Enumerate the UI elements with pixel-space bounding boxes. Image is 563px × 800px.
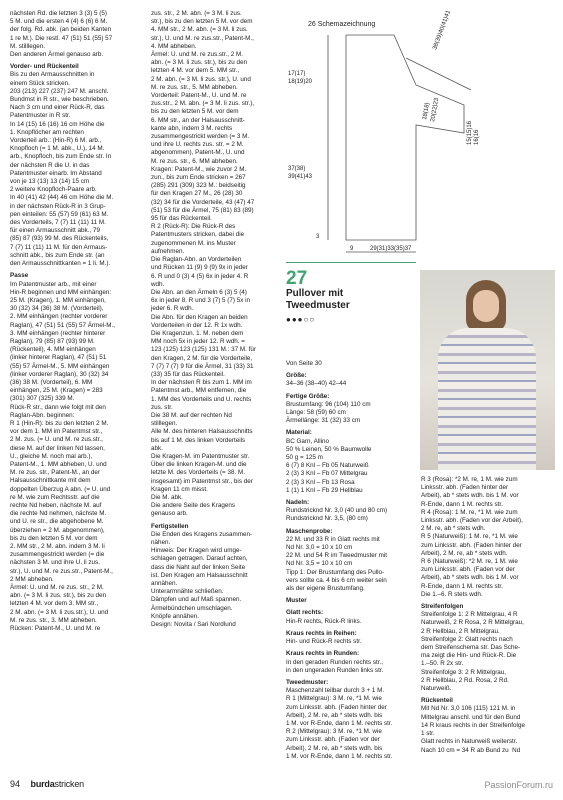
- difficulty-rating: ●●●○○: [286, 315, 316, 324]
- column3-paragraph: Tipp 1: Der Brustumfang des Pullo- vers sollte ca. 4 bis 6 cm weiter sein als der eigene Brustumfang.: [286, 568, 387, 593]
- column3-paragraph: Muster: [286, 597, 307, 605]
- column1-paragraph: Vorder- und Rückenteil: [10, 63, 79, 71]
- text-column-4: [421, 476, 555, 755]
- photo-face: [473, 290, 499, 322]
- text-column-2: [151, 10, 275, 629]
- column3-paragraph: 22 M. und 33 R in Glatt rechts mit Nd Nr. 3,0 = 10 x 10 cm 22 M. und 54 R im Tweedmuster mit Nd Nr. 3,5 = 10 x 10 cm: [286, 535, 388, 568]
- column3-paragraph: Material:: [286, 429, 312, 437]
- column4-paragraph: R 3 (Rosa): *2 M. re, 1 M. wie zum Linksstr. abh. (Faden hinter der Arbeit), ab * stets wdh. bis 1 M. vor R-Ende, dann 1 M. rechts str. R 4 (Rosa): 1 M. re, *1 M. wie zum Linksstr. abh. (Faden vor der Arbeit), 2 M. re, ab * stets wdh. R 5 (Naturweiß): 1 M. re, *1 M. wie zum Linksstr. abh. (Faden hinter der Arbeit), 2 M. re, ab * stets wdh. R 6 (Naturweiß): *2 M. re, 1 M. wie zum Linksstr. abh. (Faden vor der Arbeit), ab * stets wdh. bis 1 M. vor R-Ende, dann 1 M. rechts str. Die 1.–6. R stets wdh.: [421, 476, 523, 598]
- svg-text:20(22)23: 20(22)23: [430, 97, 441, 123]
- diagram-left-label-2: 37(38): [288, 166, 306, 172]
- diagram-right-label-1: 38(39)40(41)41: [432, 9, 453, 51]
- brand-logo: burdastricken: [30, 779, 84, 789]
- column3-paragraph: Größe:: [286, 372, 307, 380]
- diagram-bottom-label-2: 29(31)33(35)37: [370, 246, 412, 252]
- column2-paragraph: Design: Novita / Sari Nordlund: [151, 621, 236, 629]
- column3-paragraph: Brustumfang: 96 (104) 110 cm Länge: 58 (59) 60 cm Ärmellänge: 31 (32) 33 cm: [286, 400, 371, 425]
- column4-paragraph: Streifenfolge 1: 2 R Mittelgrau, 4 R Naturweiß, 2 R Rosa, 2 R Mittelgrau, 2 R Hellblau, 2 R Mittelgrau. Streifenfolge 2: Glatt rechts nach dem Streifenschema str. Das Sche- ma zeigt die Hin- und Rück-R. Die 1.–50. R 2x str. Streifenfolge 3: 2 R Mittelgrau, 2 R Hellblau, 2 Rd. Rosa, 2 Rd. Naturweiß.: [421, 611, 524, 693]
- page-footer: [10, 779, 84, 789]
- section-divider: [286, 262, 416, 263]
- column3-paragraph: Nadeln:: [286, 499, 310, 507]
- column2-paragraph: Fertigstellen: [151, 522, 189, 530]
- pattern-number: 27: [286, 268, 308, 289]
- svg-text:16(16: 16(16: [474, 129, 480, 145]
- svg-text:18(19)20: 18(19)20: [288, 79, 313, 85]
- column3-paragraph: Rundstricknd Nr. 3,0 (40 und 80 cm) Rundstricknd Nr. 3,5, (80 cm): [286, 507, 388, 523]
- page-number: 94: [10, 779, 21, 789]
- column4-paragraph: Streifenfolgen: [421, 603, 464, 611]
- column3-paragraph: Fertige Größe:: [286, 392, 330, 400]
- diagram-right-label-3: 15(15)16: [467, 120, 473, 145]
- column3-paragraph: Maschenzahl teilbar durch 3 + 1 M. R 1 (Mittelgrau): 3 M. re, *1 M. wie zum Linksstr. abh. (Faden hinter der Arbeit), 2 M. re, ab * stets wdh. bis 1 M. vor R-Ende, dann 1 M. rechts str. R 2 (Mittelgrau): 3 M. re, *1 M. wie zum Linksstr. abh. (Faden vor der Arbeit), 2 M. re, ab * stets wdh. bis 1 M. vor R-Ende, dann 1 M. rechts str.: [286, 687, 393, 760]
- column2-paragraph: Die Enden des Kragens zusammen- nähen. Hinweis: Der Kragen wird umge- schlagen getragen. Darauf achten, dass die Naht auf der linken Seite ist. Den Kragen am Halsausschnitt annähen. Unterarmnähte schließen. Dämpfen und auf Maß spannen. Ärmelbündchen umschlagen. Knöpfe annähen.: [151, 530, 253, 620]
- column3-paragraph: 34–36 (38–40) 42–44: [286, 380, 347, 388]
- column3-paragraph: BC Garn, Allino 50 % Leinen, 50 % Baumwolle 50 g = 125 m 6 (7) 8 Knl – Fb 05 Naturweiß 2 (3) 3 Knl – Fb 07 Mittelgrau 2 (3) 3 Knl – Fb 13 Rosa 1 (1) 1 Knl – Fb 29 Hellblau: [286, 437, 372, 494]
- column4-paragraph: Mit Nd Nr. 3,0 106 (115) 121 M. in Mittelgrau anschl. und für den Bund 14 R kraus rechts in der Streifenfolge 1 str. Glatt rechts in Naturweiß weiterstr. Nach 10 cm = 34 R ab Bund zu Nd: [421, 705, 525, 754]
- column3-paragraph: Maschenprobe:: [286, 527, 333, 535]
- schematic-diagram: [286, 9, 551, 260]
- column1-paragraph: Bis zu den Armausschnitten in einem Stück stricken. 203 (213) 227 (237) 247 M. anschl. Bundmst in R str., wie beschrieben. Nach 3 cm und einer Rück-R, das Patentmuster in R str. In 14 (15) 16 (16) 16 cm Höhe die 1. Knopflöcher am rechten Vorderteil arb.: (Hin-R) 6 M. arb., Knopfloch (= 1 M. abk., U.), 14 M. arb., Knopfloch, bis zum Ende str. In der nächsten R die U. in das Patentmuster einarb. Im Abstand von je 13 (13) 13 (14) 15 cm 2 weitere Knopfloch-Paare arb. In 40 (41) 42 (44) 46 cm Höhe die M. in der nächsten Rück-R in 3 Grup- pen einteilen: 55 (57) 59 (61) 63 M. des Vorderteils, 7 (7) 11 (11) 11 M. für einen Armausschnitt abk., 79 (85) 87 (93) 99 M. des Rückenteils, 7 (7) 11 (11) 11 M. für den Armaus- schnitt abk., bis zum Ende str. (an den Armausschnittkanten = 1 li. M.).: [10, 71, 114, 268]
- column3-paragraph: Tweedmuster:: [286, 678, 329, 686]
- diagram-right-label-2: 18(18): [422, 102, 431, 121]
- model-photo: [420, 270, 555, 470]
- column1-paragraph: nächsten Rd. die letzten 3 (3) 5 (5) 5 M. und die ersten 4 (4) 6 (6) 6 M. der folg. Rd. abk. (an beiden Kanten 1 re M.). Die restl. 47 (51) 51 (55) 57 M. stilllegen. Den anderen Ärmel genauso arb.: [10, 10, 113, 59]
- watermark: PassionForum.ru: [484, 780, 553, 790]
- column3-paragraph: Kraus rechts in Runden:: [286, 650, 360, 658]
- text-column-1: [10, 10, 132, 633]
- pattern-title: Pullover mit Tweedmuster: [286, 288, 350, 311]
- svg-text:39(41)43: 39(41)43: [288, 174, 313, 180]
- garment-outline: [346, 35, 464, 240]
- diagram-title: 26 Schemazeichnung: [308, 21, 376, 28]
- diagram-bottom-label-1: 9: [350, 246, 354, 252]
- diagram-left-label-1: 17(17): [288, 71, 306, 77]
- column1-paragraph: Passe: [10, 272, 29, 280]
- column3-paragraph: Glatt rechts:: [286, 609, 324, 617]
- column2-paragraph: zus. str., 2 M. abn. (= 3 M. li zus. str.), bis zu den letzten 5 M. vor dem 4. MM str., 2 M. abn. (= 3 M. li zus. str.), U. und M. re zus.str., Patent-M., 4. MM abheben. Ärmel: U. und M. re zus.str., 2 M. abn. (= 3 M. li zus. str.), bis zu den letzten 4 M. vor dem 5. MM str., 2 M. abn. (= 3 M. li zus. str.), U. und M. re zus. str., 5. MM abheben. Vorderteil: Patent-M., U. und M. re zus.str., 2 M. abn. (= 3 M. li zus. str.), bis zu den letzten 5 M. vor dem 6. MM str., an der Halsausschnitt- kante abn, indem 3 M. rechts zusammengestrickt werden (= 3 M. und ihre U. rechts zus. str. = 2 M. abgenommen), Patent-M., U. und M. re zus. str., 6. MM abheben. Kragen: Patent-M., wie zuvor 2 M. zun., bis zum Ende stricken = 267 (285) 291 (309) 323 M.: beidseitig für den Kragen 27 M., 26 (28) 30 (32) 34 für die Vorderteile, 43 (47) 47 (51) 53 für die Ärmel, 75 (81) 83 (89) 95 für das Rückenteil. R 2 (Rück-R): Die Rück-R des Patentmusters stricken, dabei die zugenommenen M. ins Muster aufnehmen. Die Raglan-Abn. an Vorderteilen und Rücken 11 (9) 9 (9) 9x in jeder 6. R und 0 (3) 4 (5) 6x in jeder 4. R wdh. Die Abn. an den Ärmeln 6 (3) 5 (4) 6x in jeder 8. R und 3 (7) 5 (7) 5x in jeder 6. R wdh. Die Abn. für den Kragen an beiden Vorderteilen in der 12. R 1x wdh. Die Kragenzun. 1. M. neben dem MM noch 5x in jeder 12. R wdh. = 123 (125) 123 (125) 131 M.: 37 M. für den Kragen, 2 M. für die Vorderteile, 7 (7) 7 (7) 9 für die Ärmel, 31 (33) 31 (33) 35 für das Rückenteil. In der nächsten R bis zum 1. MM im Patentmst arb., MM entfernen, die 1. MM des Vorderteils und U. rechts zus. str. Die 38 M. auf der rechten Nd stilllegen. Alle M. des hinteren Halsausschnitts bis auf 1 M. des linken Vorderteils abk. Die Kragen-M. im Patentmuster str. Über die linken Kragen-M. und die letzte M. des Vorderteils (= 38. M. insgesamt) im Patentmst str., bis der Kragen 11 cm misst. Die M. abk. Die andere Seite des Kragens genauso arb.: [151, 10, 257, 518]
- column3-paragraph: Kraus rechts in Reihen:: [286, 629, 357, 637]
- column3-paragraph: Hin- und Rück-R rechts str.: [286, 638, 362, 646]
- column4-paragraph: Rückenteil: [421, 697, 453, 705]
- column3-paragraph: Hin-R rechts, Rück-R links.: [286, 617, 362, 625]
- text-column-3: [286, 360, 412, 761]
- column3-paragraph: In den geraden Runden rechts str., in den ungeraden Runden links str.: [286, 658, 384, 674]
- column3-paragraph: Von Seite 30: [286, 360, 322, 367]
- diagram-left-label-3: 3: [316, 234, 320, 240]
- photo-sweater: [438, 328, 536, 470]
- column1-paragraph: Im Patentmuster arb., mit einer Hin-R beginnen und MM einhängen: 25 M. (Kragen), 1. MM einhängen, 30 (32) 34 (36) 38 M. (Vorderteil), 2. MM einhängen (rechter vorderer Raglan), 47 (51) 51 (55) 57 Ärmel-M., 3. MM einhängen (rechter hinterer Raglan), 79 (85) 87 (93) 99 M. (Rückenteil), 4. MM einhängen (linker hinterer Raglan), 47 (51) 51 (55) 57 Ärmel-M., 5. MM einhängen (linker vorderer Raglan), 30 (32) 34 (36) 38 M. (Vorderteil), 6. MM einhängen, 25 M. (Kragen) = 283 (301) 307 (325) 339 M. Rück-R str., dann wie folgt mit den Raglan-Abn. beginnen: R 1 (Hin-R): bis zu den letzten 2 M. vor dem 1. MM im Patentmst str., 2 M. zus. (= U. und M. re zus.str., diese M. auf der linken Nd lassen, U., gleiche M. noch mal arb.), Patent-M., 1. MM abheben, U. und M. re zus. str., Patent-M., an der Halsausschnittkante mit dem doppelten Überzug A abn. (= U. und re M. wie zum Rechtsstr. auf die rechte Nd heben, nächste M. auf die rechte Nd nehmen, nächste M. und U. re str., die abgehobene M. überziehen = 2 M. abgenommen), bis zu den letzten 5 M. vor dem 2. MM str., 2 M. abn. indem 3 M. li zusammengestrickt werden (= die nächsten 3 M. und ihre U. li zus. str.), U. und M. re zus.str., Patent-M., 2 MM abheben. Ärmel: U. und M. re zus. str., 2 M. abn. (= 3 M. li zus. str.), bis zu den letzten 4 M. vor dem 3. MM str., 2 M. abn. (= 3 M. li zus.str.), U. und M. re zus. str., 3. MM abheben. Rücken: Patent-M., U. und M. re: [10, 280, 115, 633]
